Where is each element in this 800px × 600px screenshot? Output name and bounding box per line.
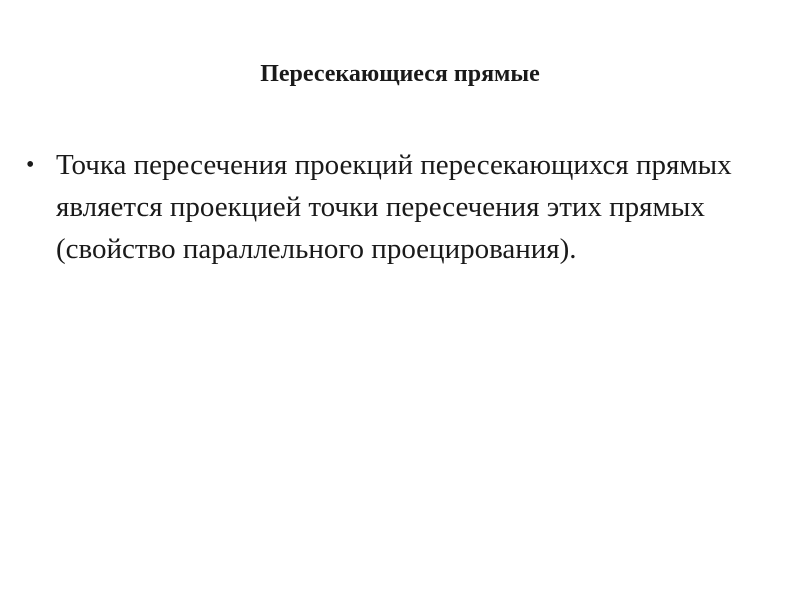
slide-content (26, 144, 776, 270)
bullet-text: Точка пересечения проекций пересекающихся прямых является проекцией точки пересечения этих прямых (свойство параллельного проецирования). (56, 149, 732, 265)
bullet-marker: • (26, 152, 35, 178)
bullet-item (26, 144, 776, 270)
slide-title: Пересекающиеся прямые (260, 61, 540, 87)
